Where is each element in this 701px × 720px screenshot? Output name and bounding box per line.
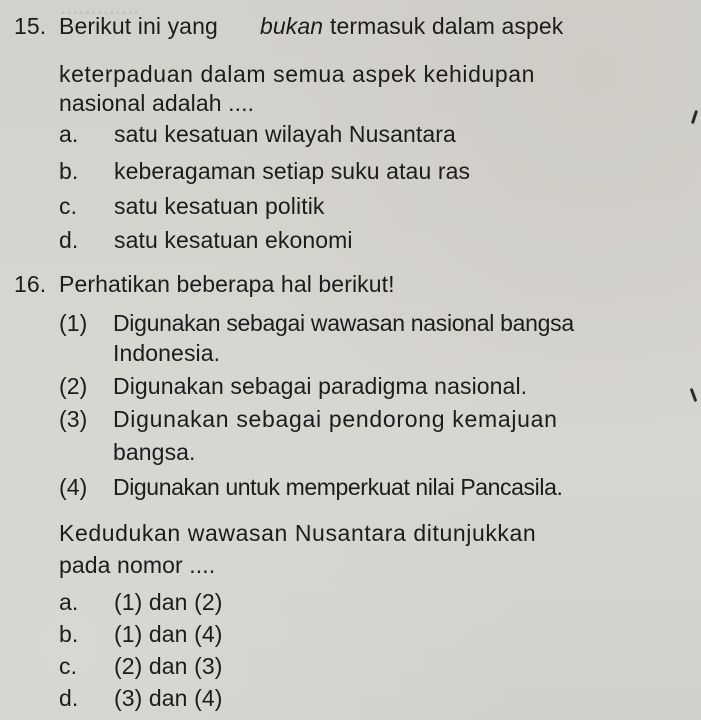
option-text: (1) dan (2): [114, 589, 223, 615]
question-15-stem-line-2: keterpaduan dalam semua aspek kehidupan: [59, 61, 536, 87]
question-16-stem-line-1: Kedudukan wawasan Nusantara ditunjukkan: [59, 520, 537, 546]
question-15-option-c: [59, 192, 325, 220]
question-15-stem-line-3: nasional adalah ....: [59, 90, 255, 116]
statement-text: Digunakan sebagai paradigma nasional.: [113, 373, 528, 399]
statement-text: Digunakan sebagai wawasan nasional bangsa: [113, 310, 574, 336]
question-16-option-a: [59, 588, 223, 616]
question-15-number: 15.: [14, 13, 47, 39]
question-16-statement-3-cont: bangsa.: [113, 439, 196, 465]
question-15-option-d: [59, 226, 353, 254]
option-text: satu kesatuan wilayah Nusantara: [114, 121, 456, 147]
option-letter: d.: [59, 227, 79, 253]
question-16-statement-2: [59, 372, 528, 400]
question-15-option-a: [59, 120, 456, 148]
question-16-statement-4: [59, 473, 563, 501]
option-letter: a.: [59, 121, 79, 147]
pencil-mark: [691, 110, 698, 124]
question-16-statement-1-cont: Indonesia.: [113, 340, 221, 366]
statement-text: Digunakan untuk memperkuat nilai Pancasila.: [113, 474, 563, 500]
question-16-number: 16.: [14, 271, 47, 297]
question-15-emphasis-word: bukan: [260, 13, 324, 39]
question-15-option-b: [59, 157, 471, 185]
option-letter: c.: [59, 653, 78, 679]
option-letter: d.: [59, 685, 79, 711]
bleed-through-text: .............: [60, 0, 140, 19]
question-16-line-1: [14, 270, 395, 298]
statement-number: (2): [59, 373, 88, 399]
option-text: (1) dan (4): [114, 621, 223, 647]
question-16-option-d: [59, 684, 223, 712]
question-16-option-c: [59, 652, 223, 680]
option-letter: a.: [59, 589, 79, 615]
option-letter: b.: [59, 158, 79, 184]
statement-text: Digunakan sebagai pendorong kemajuan: [113, 406, 558, 432]
statement-number: (3): [59, 406, 88, 432]
pencil-mark: [690, 388, 698, 402]
question-16-intro: Perhatikan beberapa hal berikut!: [59, 271, 395, 297]
option-text: keberagaman setiap suku atau ras: [114, 158, 471, 184]
question-16-option-b: [59, 620, 223, 648]
option-text: satu kesatuan ekonomi: [114, 227, 353, 253]
option-letter: c.: [59, 193, 78, 219]
question-15-line-1: [14, 12, 218, 40]
option-letter: b.: [59, 621, 79, 647]
option-text: satu kesatuan politik: [114, 193, 325, 219]
question-16-stem-line-2: pada nomor ....: [59, 552, 216, 578]
question-16-statement-1: [59, 309, 574, 337]
statement-number: (1): [59, 310, 88, 336]
question-15-stem-part-a: Berikut ini yang: [59, 13, 218, 39]
question-15-stem-part-c: termasuk dalam aspek: [330, 13, 564, 39]
option-text: (2) dan (3): [114, 653, 223, 679]
question-16-statement-3: [59, 405, 558, 433]
option-text: (3) dan (4): [114, 685, 223, 711]
statement-number: (4): [59, 474, 88, 500]
